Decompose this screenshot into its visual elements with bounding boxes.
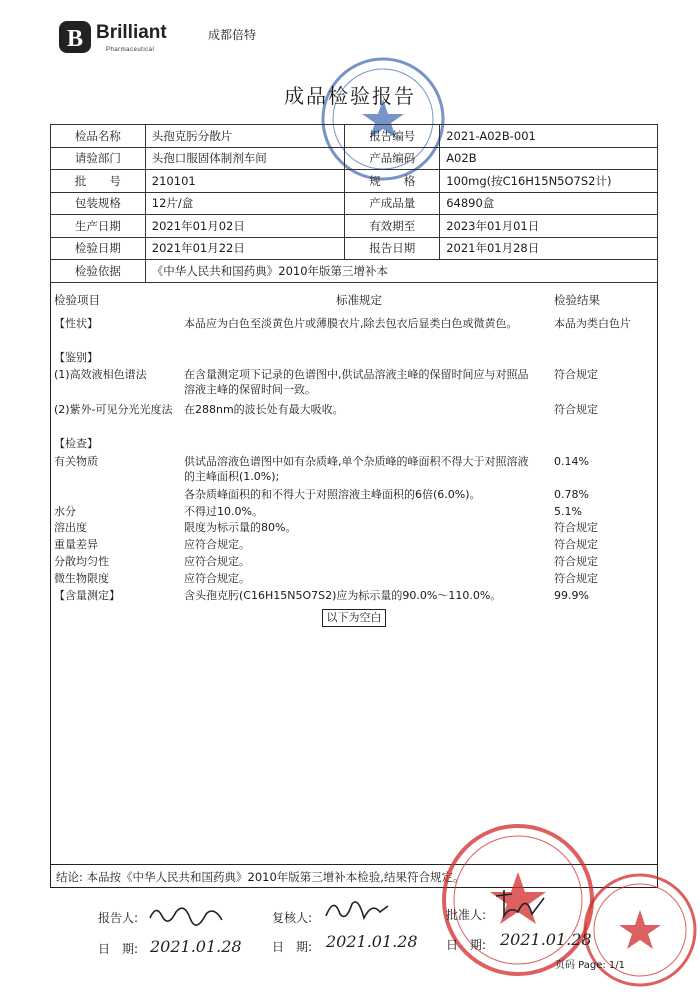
item-dispersion: 分散均匀性: [54, 555, 109, 568]
basis-label: 检验依据: [51, 260, 146, 283]
pack-value: 12片/盒: [145, 192, 345, 215]
page-number: 页码 Page: 1/1: [555, 960, 626, 971]
dept-value: 头孢口服固体制剂车间: [145, 147, 345, 170]
product-name-value: 头孢克肟分散片: [145, 125, 345, 148]
item-appearance: 【性状】: [54, 317, 98, 330]
std-hplc: 在含量测定项下记录的色谱图中,供试品溶液主峰的保留时间应与对照品溶液主峰的保留时间一致。: [184, 368, 529, 396]
brilliant-logo-icon: [58, 20, 92, 54]
code-value: A02B: [440, 147, 658, 170]
company-logo: [58, 20, 258, 56]
res-hplc: 符合规定: [554, 368, 598, 381]
std-dissolution: 限度为标示量的80%。: [184, 521, 297, 534]
pack-label: 包装规格: [51, 192, 146, 215]
res-dispersion: 符合规定: [554, 555, 598, 568]
std-water: 不得过10.0%。: [184, 505, 263, 518]
dept-label: 请验部门: [51, 147, 146, 170]
basis-value: 《中华人民共和国药典》2010年版第三增补本: [145, 260, 657, 283]
table-row: [51, 260, 658, 283]
approver-date: 2021.01.28: [500, 930, 592, 949]
batch-label: 批 号: [51, 170, 146, 193]
approver-date-label: 日 期:: [446, 938, 487, 952]
item-uv: (2)紫外-可见分光光度法: [54, 403, 173, 416]
report-no-value: 2021-A02B-001: [440, 125, 658, 148]
std-assay: 含头孢克肟(C16H15N5O7S2)应为标示量的90.0%～110.0%。: [184, 589, 502, 602]
res-weight-variation: 符合规定: [554, 538, 598, 551]
item-dissolution: 溶出度: [54, 521, 87, 534]
reviewer-date-label: 日 期:: [272, 940, 313, 954]
results-header-standard: 标准规定: [336, 293, 382, 307]
test-date-label: 检验日期: [51, 237, 146, 260]
res-water: 5.1%: [554, 505, 582, 518]
item-related-substances: 有关物质: [54, 455, 98, 468]
res-uv: 符合规定: [554, 403, 598, 416]
res-microbial: 符合规定: [554, 572, 598, 585]
code-label: 产品编码: [345, 147, 440, 170]
std-related-total: 各杂质峰面积的和不得大于对照溶液主峰面积的6倍(6.0%)。: [184, 488, 481, 501]
prod-date-value: 2021年01月02日: [145, 215, 345, 238]
res-appearance: 本品为类白色片: [554, 317, 631, 330]
std-weight-variation: 应符合规定。: [184, 538, 250, 551]
item-hplc: (1)高效液相色谱法: [54, 368, 147, 381]
table-row: [51, 237, 658, 260]
reviewer-date: 2021.01.28: [326, 932, 418, 951]
product-info-table: [50, 124, 658, 283]
expiry-label: 有效期至: [345, 215, 440, 238]
report-title: 成品检验报告: [284, 84, 416, 108]
table-row: [51, 192, 658, 215]
res-related-total: 0.78%: [554, 488, 589, 501]
std-dispersion: 应符合规定。: [184, 555, 250, 568]
item-assay: 【含量测定】: [54, 589, 120, 602]
report-no-label: 报告编号: [345, 125, 440, 148]
test-date-value: 2021年01月22日: [145, 237, 345, 260]
qty-label: 产成品量: [345, 192, 440, 215]
reporter-label: 报告人:: [98, 911, 139, 925]
qty-value: 64890盒: [440, 192, 658, 215]
std-uv: 在288nm的波长处有最大吸收。: [184, 403, 344, 416]
reviewer-signature: [322, 892, 392, 928]
brand-cn-name: 成都倍特: [208, 28, 257, 42]
spec-label: 规 格: [345, 170, 440, 193]
res-assay: 99.9%: [554, 589, 589, 602]
reviewer-label: 复核人:: [272, 911, 313, 925]
reporter-date: 2021.01.28: [150, 937, 242, 956]
results-header-result: 检验结果: [554, 293, 600, 307]
brand-name: Brilliant: [96, 22, 167, 43]
results-header-item: 检验项目: [54, 293, 100, 307]
product-name-label: 检品名称: [51, 125, 146, 148]
batch-value: 210101: [145, 170, 345, 193]
table-row: [51, 215, 658, 238]
section-identification: 【鉴别】: [54, 351, 98, 364]
reporter-date-label: 日 期:: [98, 942, 139, 956]
std-related-single: 供试品溶液色谱图中如有杂质峰,单个杂质峰的峰面积不得大于对照溶液的主峰面积(1.0%);: [184, 455, 529, 483]
spec-value: 100mg(按C16H15N5O7S2计): [440, 170, 658, 193]
table-row: [51, 147, 658, 170]
brand-subtitle: Pharmaceutical: [106, 47, 155, 53]
section-check: 【检查】: [54, 437, 98, 450]
item-water: 水分: [54, 505, 76, 518]
prod-date-label: 生产日期: [51, 215, 146, 238]
std-appearance: 本品应为白色至淡黄色片或薄膜衣片,除去包衣后显类白色或微黄色。: [184, 317, 518, 330]
red-qa-stamp: [580, 870, 700, 990]
conclusion-text: 结论: 本品按《中华人民共和国药典》2010年版第三增补本检验,结果符合规定。: [56, 870, 465, 884]
item-microbial: 微生物限度: [54, 572, 109, 585]
report-date-value: 2021年01月28日: [440, 237, 658, 260]
item-weight-variation: 重量差异: [54, 538, 98, 551]
approver-label: 批准人:: [446, 908, 487, 922]
std-microbial: 应符合规定。: [184, 572, 250, 585]
res-related-single: 0.14%: [554, 455, 589, 468]
report-date-label: 报告日期: [345, 237, 440, 260]
svg-text:B: B: [66, 26, 84, 52]
approver-signature: [492, 886, 548, 924]
res-dissolution: 符合规定: [554, 521, 598, 534]
expiry-value: 2023年01月01日: [440, 215, 658, 238]
table-row: [51, 170, 658, 193]
table-row: [51, 125, 658, 148]
blank-below-marker: 以下为空白: [322, 609, 386, 627]
reporter-signature: [146, 898, 226, 928]
